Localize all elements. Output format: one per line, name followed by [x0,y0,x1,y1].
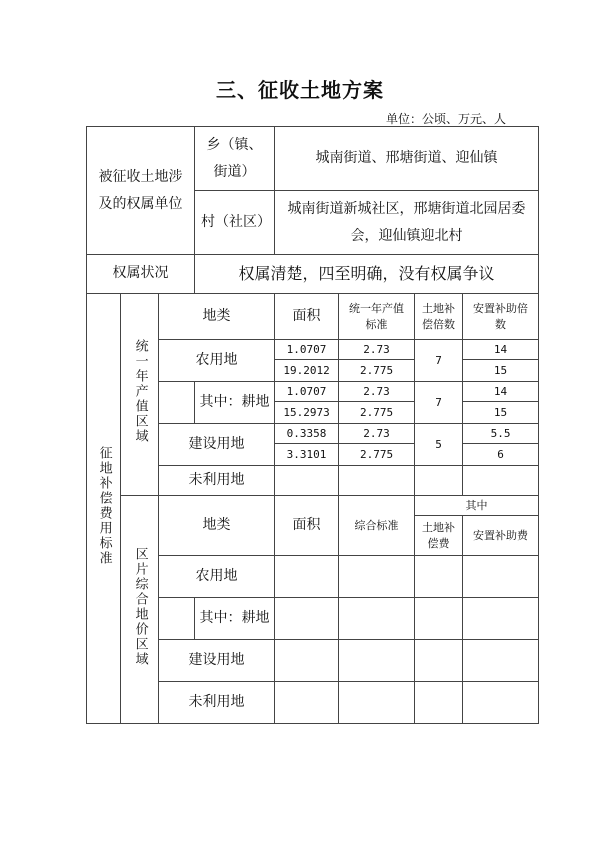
arable-area-2: 15.2973 [275,402,339,424]
unit-note: 单位：公顷、万元、人 [385,112,506,126]
district-row-arable: 其中：耕地 [195,598,275,640]
district-cell [415,640,463,682]
page-title: 三、征收土地方案 [216,78,384,102]
district-cell [339,640,415,682]
construction-standard-1: 2.73 [339,424,415,444]
unused-standard [339,466,415,496]
village-value: 城南街道新城社区，邢塘街道北园居委会，迎仙镇迎北村 [275,191,539,255]
unified-zone-text: 统一年产值区域 [132,339,148,445]
header-land-type: 地类 [159,294,275,340]
construction-resettle-1: 5.5 [463,424,539,444]
agri-land-multiple: 7 [415,340,463,382]
town-value: 城南街道、邢塘街道、迎仙镇 [275,127,539,191]
arable-area-1: 1.0707 [275,382,339,402]
district-cell [463,556,539,598]
agri-standard-2: 2.775 [339,360,415,382]
construction-resettle-2: 6 [463,444,539,466]
unused-resettle [463,466,539,496]
header-land-multiple: 土地补偿倍数 [415,294,463,340]
ownership-status-value: 权属清楚，四至明确，没有权属争议 [195,255,539,294]
compensation-standard-text: 征地补偿费用标准 [96,445,112,566]
unused-area [275,466,339,496]
district-cell [415,598,463,640]
district-cell [463,682,539,724]
ownership-status-label: 权属状况 [87,255,195,294]
district-cell [463,640,539,682]
agri-area-2: 19.2012 [275,360,339,382]
arable-standard-1: 2.73 [339,382,415,402]
district-cell [339,598,415,640]
district-cell [415,556,463,598]
agri-area-1: 1.0707 [275,340,339,360]
arable-resettle-1: 14 [463,382,539,402]
header-unified-standard: 统一年产值标准 [339,294,415,340]
district-zone-text: 区片综合地价区域 [132,546,148,667]
district-header-land-type: 地类 [159,496,275,556]
agri-resettle-1: 14 [463,340,539,360]
construction-standard-2: 2.775 [339,444,415,466]
district-row-unused: 未利用地 [159,682,275,724]
header-area: 面积 [275,294,339,340]
district-header-resettle-fee: 安置补助费 [463,516,539,556]
construction-land-multiple: 5 [415,424,463,466]
indent-spacer [159,598,195,640]
indent-spacer [159,382,195,424]
village-label: 村（社区） [195,191,275,255]
district-row-agri: 农用地 [159,556,275,598]
district-header-land-fee: 土地补偿费 [415,516,463,556]
arable-standard-2: 2.775 [339,402,415,424]
district-header-of-which: 其中 [415,496,539,516]
district-cell [275,556,339,598]
district-cell [275,640,339,682]
unused-label: 未利用地 [159,466,275,496]
construction-area-2: 3.3101 [275,444,339,466]
ownership-unit-label: 被征收土地涉及的权属单位 [87,127,195,255]
agri-standard-1: 2.73 [339,340,415,360]
compensation-standard-label [87,294,121,724]
district-cell [339,556,415,598]
district-cell [339,682,415,724]
agri-label: 农用地 [159,340,275,382]
arable-label: 其中：耕地 [195,382,275,424]
land-acquisition-table [86,126,539,724]
district-row-construction: 建设用地 [159,640,275,682]
district-header-area: 面积 [275,496,339,556]
district-cell [463,598,539,640]
unified-zone-label [121,294,159,496]
district-zone-label [121,496,159,724]
arable-resettle-2: 15 [463,402,539,424]
arable-land-multiple: 7 [415,382,463,424]
construction-area-1: 0.3358 [275,424,339,444]
unused-land-multiple [415,466,463,496]
header-resettle-multiple: 安置补助倍数 [463,294,539,340]
town-label: 乡（镇、街道） [195,127,275,191]
district-header-standard: 综合标准 [339,496,415,556]
district-cell [275,598,339,640]
district-cell [275,682,339,724]
district-cell [415,682,463,724]
agri-resettle-2: 15 [463,360,539,382]
construction-label: 建设用地 [159,424,275,466]
